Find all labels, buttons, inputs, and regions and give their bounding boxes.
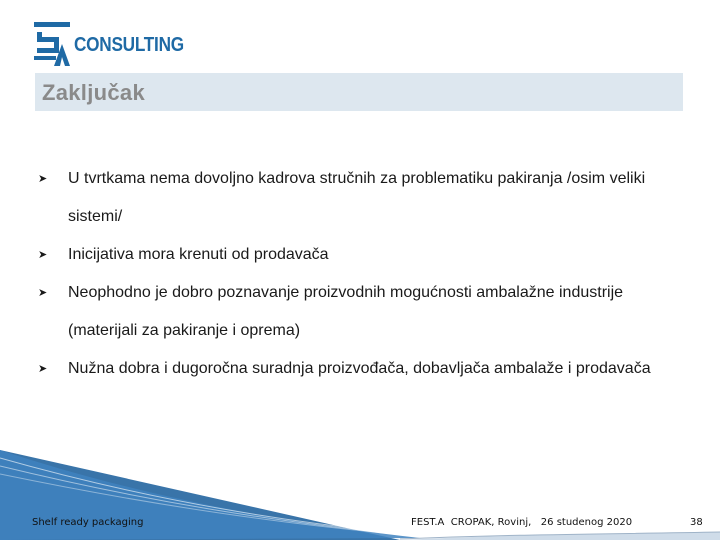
bullet-item [38,236,678,274]
arrow-bullet-icon: ➤ [38,249,48,261]
bullet-item [38,350,678,388]
page-number: 38 [690,517,703,528]
bullet-text: Neophodno je dobro poznavanje proizvodnih mogućnosti ambalažne industrije (materijali za pakiranje i oprema) [68,284,624,339]
bullet-item [38,160,678,236]
bullet-list [38,160,678,388]
bullet-text: Nužna dobra i dugoročna suradnja proizvođača, dobavljača ambalaže i prodavača [68,360,651,377]
bullet-item [38,274,678,350]
bullet-text: Inicijativa mora krenuti od prodavača [68,246,329,263]
company-logo [34,22,184,68]
bullet-text: U tvrtkama nema dovoljno kadrova stručnih za problematiku pakiranja /osim veliki sistemi/ [68,170,646,225]
title-band [35,73,683,111]
footer-left-text: Shelf ready packaging [32,517,144,528]
logo-text: CONSULTING [74,34,184,56]
page-title: Zaključak [42,80,145,105]
arrow-bullet-icon: ➤ [38,287,48,299]
arrow-bullet-icon: ➤ [38,173,48,185]
footer-event-text: FEST.A CROPAK, Rovinj, 26 studenog 2020 [411,517,633,528]
logo-mark-icon [34,22,74,66]
arrow-bullet-icon: ➤ [38,363,48,375]
